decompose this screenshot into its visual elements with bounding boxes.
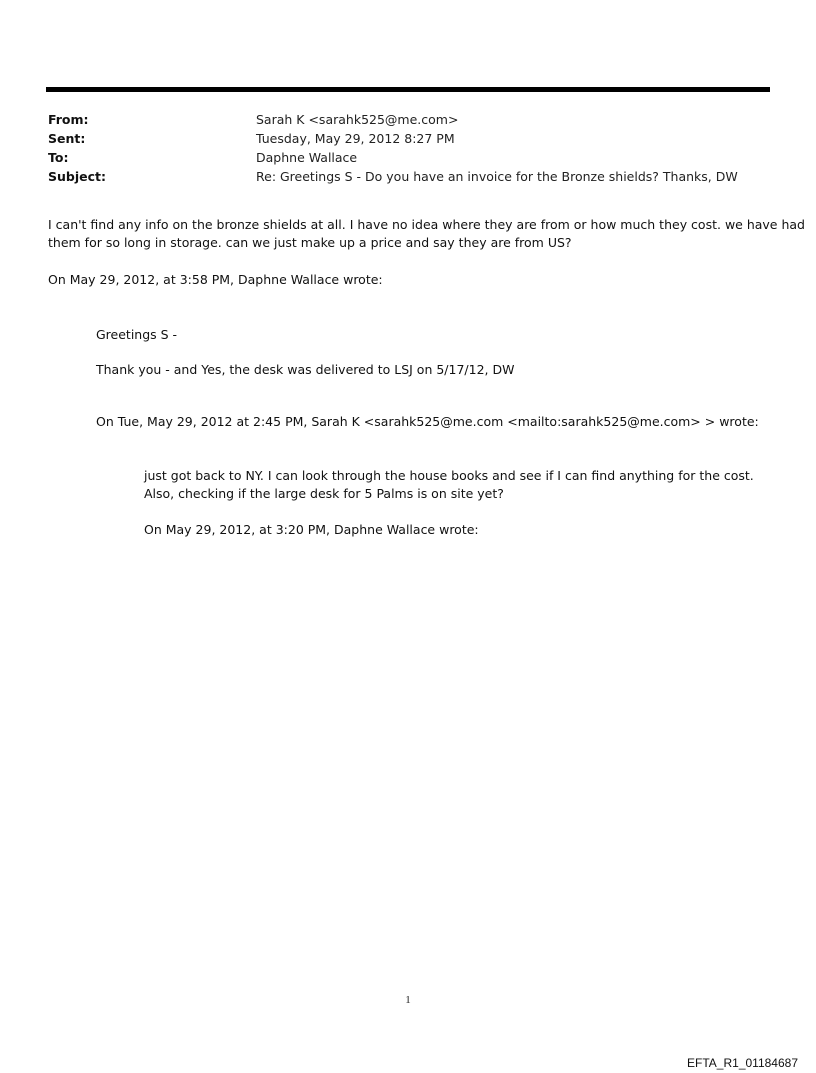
email-header [48, 110, 768, 186]
message-line: just got back to NY. I can look through the house books and see if I can find anything for the cost. [144, 468, 754, 483]
message-line: I can't find any info on the bronze shields at all. I have no idea where they are from or how much they cost. we have had [48, 217, 805, 232]
message-line: them for so long in storage. can we just make up a price and say they are from US? [48, 235, 572, 250]
to-row [48, 148, 768, 167]
message-line: Also, checking if the large desk for 5 Palms is on site yet? [144, 486, 504, 501]
from-value: Sarah K <sarahk525@me.com> [256, 112, 459, 127]
subject-row [48, 167, 768, 186]
reply-intro: On May 29, 2012, at 3:58 PM, Daphne Wallace wrote: [48, 272, 383, 287]
quoted-message: Thank you - and Yes, the desk was delivered to LSJ on 5/17/12, DW [96, 362, 515, 377]
subject-value: Re: Greetings S - Do you have an invoice for the Bronze shields? Thanks, DW [256, 169, 738, 184]
sent-value: Tuesday, May 29, 2012 8:27 PM [256, 131, 455, 146]
bates-number: EFTA_R1_01184687 [687, 1056, 798, 1070]
from-label: From: [48, 112, 89, 127]
sent-label: Sent: [48, 131, 86, 146]
from-row [48, 110, 768, 129]
to-label: To: [48, 150, 69, 165]
message-body [48, 216, 805, 252]
nested-reply-intro: On May 29, 2012, at 3:20 PM, Daphne Wallace wrote: [144, 522, 479, 537]
sent-row [48, 129, 768, 148]
nested-quoted-message [144, 467, 754, 503]
subject-label: Subject: [48, 169, 106, 184]
header-divider [46, 87, 770, 92]
to-value: Daphne Wallace [256, 150, 358, 165]
quoted-greeting: Greetings S - [96, 327, 178, 342]
quoted-reply-intro: On Tue, May 29, 2012 at 2:45 PM, Sarah K <sarahk525@me.com <mailto:sarahk525@me.com> > wrote: [96, 414, 759, 429]
page-number: 1 [405, 994, 411, 1006]
